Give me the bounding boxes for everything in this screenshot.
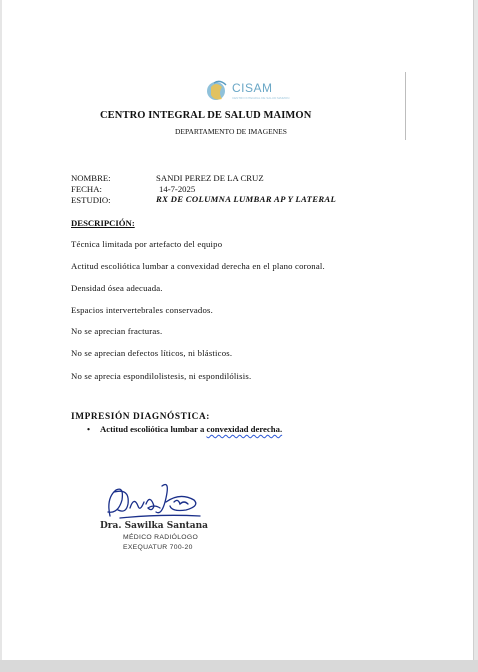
date-label: FECHA: <box>71 184 102 194</box>
study-value: RX DE COLUMNA LUMBAR AP Y LATERAL <box>156 194 337 204</box>
impression-text: Actitud escoliótica lumbar a <box>100 424 205 434</box>
name-value: SANDI PEREZ DE LA CRUZ <box>156 173 264 183</box>
canvas-background-strip <box>0 660 478 672</box>
doctor-role: MÉDICO RADIÓLOGO <box>123 534 199 541</box>
description-line: Espacios intervertebrales conservados. <box>71 305 213 315</box>
logo-tagline: CENTRO INTEGRAL DE SALUD MAIMON <box>232 96 290 100</box>
doctor-exequatur: EXEQUATUR 700-20 <box>123 544 193 551</box>
description-line: Densidad ósea adecuada. <box>71 283 163 293</box>
description-line: No se aprecian defectos líticos, ni blásticos. <box>71 348 233 358</box>
description-line: Actitud escoliótica lumbar a convexidad derecha en el plano coronal. <box>71 261 325 271</box>
impression-heading: IMPRESIÓN DIAGNÓSTICA: <box>71 412 210 422</box>
description-line: Técnica limitada por artefacto del equipo <box>71 239 223 249</box>
department-name: DEPARTAMENTO DE IMAGENES <box>175 127 287 136</box>
handwritten-signature <box>100 478 208 524</box>
description-line: No se aprecian fracturas. <box>71 326 163 336</box>
impression-item <box>87 424 282 434</box>
clinic-title: CENTRO INTEGRAL DE SALUD MAIMON <box>100 110 312 121</box>
document-page[interactable] <box>2 0 474 660</box>
description-heading: DESCRIPCIÓN: <box>71 218 135 228</box>
header-divider <box>405 72 406 140</box>
bullet-marker: • <box>87 424 91 434</box>
logo-wordmark: CISAM <box>232 81 273 95</box>
study-label: ESTUDIO: <box>71 195 111 205</box>
description-line: No se aprecia espondilolistesis, ni espondilólisis. <box>71 371 252 381</box>
spellcheck-flagged-text[interactable]: convexidad derecha. <box>206 424 283 434</box>
doctor-name: Dra. Sawilka Santana <box>100 521 208 531</box>
date-value: 14-7-2025 <box>159 184 196 194</box>
name-label: NOMBRE: <box>71 173 111 183</box>
